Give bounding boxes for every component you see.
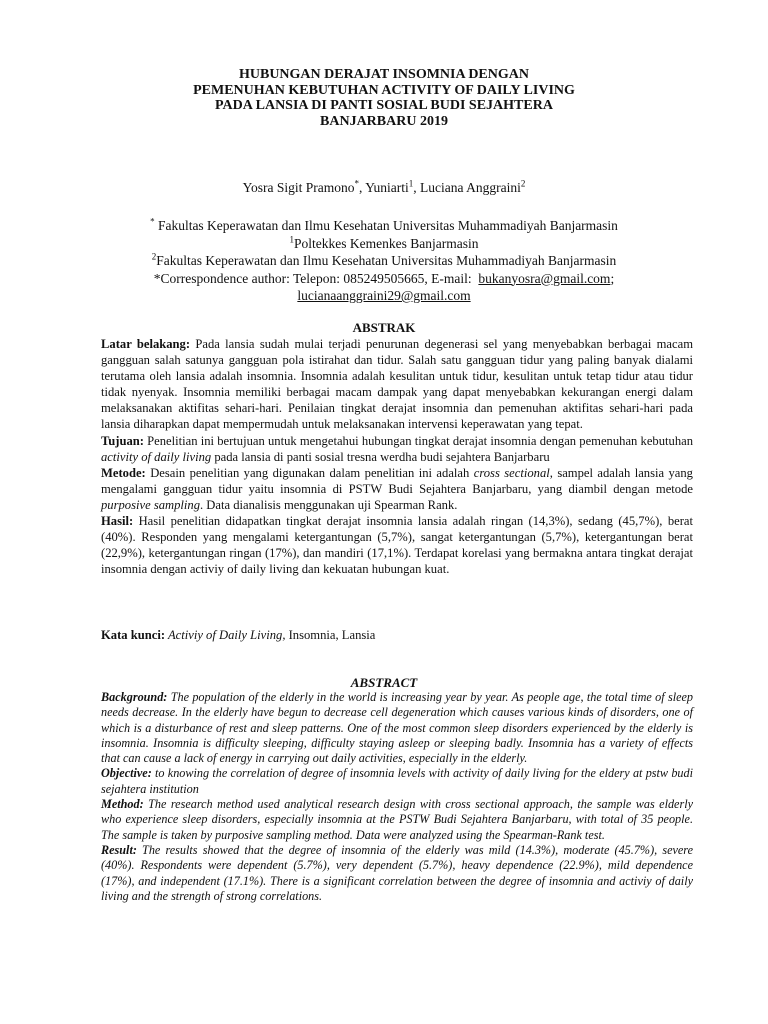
abstrak-paragraph-hasil bbox=[101, 513, 693, 577]
abstract-heading: ABSTRACT bbox=[350, 675, 418, 690]
affiliation-marker: 1 bbox=[289, 234, 295, 244]
paragraph-italic: purposive sampling bbox=[101, 497, 200, 512]
affiliation-marker: 2 bbox=[151, 251, 157, 262]
affiliation-line bbox=[0, 252, 768, 270]
paragraph-text: The results showed that the degree of insomnia of the elderly was mild (14.3%), moderate (45.7%), severe (40%). Respondents were dependent (5.7%), very dependent (5.7%), heavy dependence (22.9%), mild dependence (17%), and independent (17.1%). There is a significant correlation between the degree of insomnia and activiy of daily living and the strength of strong correlations. bbox=[101, 842, 693, 903]
paragraph-label: Latar belakang: bbox=[101, 337, 191, 351]
paragraph-text: . Data dianalisis menggunakan uji Spearman Rank. bbox=[200, 497, 458, 512]
abstract-paragraph-method bbox=[101, 797, 693, 843]
keywords bbox=[101, 628, 693, 643]
paragraph-label: Objective: bbox=[101, 766, 152, 781]
author-name: , Luciana Anggraini bbox=[413, 180, 521, 195]
title-line: BANJARBARU 2019 bbox=[320, 113, 448, 129]
author-marker: 1 bbox=[408, 178, 414, 189]
paragraph-italic: activity of daily living bbox=[101, 449, 212, 464]
abstrak-paragraph-metode bbox=[101, 465, 693, 513]
title-line: HUBUNGAN DERAJAT INSOMNIA DENGAN bbox=[238, 67, 529, 82]
paragraph-label: Tujuan: bbox=[101, 433, 144, 448]
abstract-body bbox=[101, 690, 693, 904]
title-line: PADA LANSIA DI PANTI SOSIAL BUDI SEJAHTERA bbox=[215, 98, 553, 113]
paragraph-text: Penelitian ini bertujuan untuk mengetahui hubungan tingkat derajat insomnia dengan pemenuhan kebutuhan bbox=[143, 433, 693, 448]
affiliation-text: Fakultas Keperawatan dan Ilmu Kesehatan Universitas Muhammadiyah Banjarmasin bbox=[154, 218, 618, 233]
author-list bbox=[0, 180, 768, 196]
affiliation-text: Poltekkes Kemenkes Banjarmasin bbox=[294, 235, 479, 251]
abstrak-paragraph-latar bbox=[101, 336, 693, 433]
paragraph-text: The research method used analytical research design with cross sectional approach, the sample was elderly who experience sleep disorders, especially insomnia at the PSTW Budi Sejahtera Banjarbaru, with total of 35 people. The sample is taken by purposive sampling method. Data were analyzed using the Spearman-Rank test. bbox=[101, 797, 693, 842]
paragraph-text: The population of the elderly in the world is increasing year by year. As people age, the total time of sleep needs decrease. In the elderly have begun to decrease cell degeneration which causes various kinds of disorders, one of which is a disturbance of rest and sleep patterns. One of the most common sleep disorders experienced by the elderly is insomnia. Insomnia is difficulty sleeping, difficulty staying asleep or sleeping badly. Insomnia has a variety of effects that can cause a lack of energy in carrying out daily activities, especially in the elderly. bbox=[101, 690, 693, 766]
paragraph-label: Hasil: bbox=[101, 514, 134, 529]
author-name: Yosra Sigit Pramono bbox=[242, 180, 355, 195]
abstract-paragraph-background bbox=[101, 690, 693, 766]
author-marker: 2 bbox=[520, 178, 526, 189]
paragraph-text: , sampel adalah lansia yang mengalami gangguan tidur yaitu insomnia di PSTW Budi Sejahtera Banjarbaru, yang diambil dengan metode bbox=[101, 465, 693, 496]
paragraph-label: Method: bbox=[101, 797, 144, 812]
correspondence-line bbox=[0, 287, 768, 305]
paper-title bbox=[0, 67, 768, 129]
author-marker: * bbox=[354, 178, 360, 189]
affiliation-text: Fakultas Keperawatan dan Ilmu Kesehatan Universitas Muhammadiyah Banjarmasin bbox=[156, 253, 617, 268]
keywords-italic: Activiy of Daily Living, bbox=[165, 628, 286, 642]
paragraph-italic: cross sectional bbox=[473, 465, 550, 480]
abstrak-body bbox=[101, 336, 693, 577]
affiliation-line bbox=[0, 217, 768, 235]
paragraph-label: Metode: bbox=[101, 465, 146, 480]
paragraph-label: Result: bbox=[101, 842, 137, 857]
keywords-text: Insomnia, Lansia bbox=[285, 628, 376, 642]
correspondence-separator: ; bbox=[610, 270, 615, 286]
paragraph-text: Pada lansia sudah mulai terjadi penurunan degenerasi sel yang menyebabkan berbagai macam gangguan salah satunya gangguan pola istirahat dan tidur. Salah satu gangguan tidur yang paling banyak dialami terutama oleh lansia adalah insomnia. Insomnia adalah kesulitan untuk tidur, kesulitan untuk tetap tidur atau tidur tidak nyenyak. Insomnia memiliki berbagai macam dampak yang dapat menyebabkan kekurangan energi dalam melaksanakan aktifitas sehari-hari. Penilaian tingkat derajat insomnia dan pemenuhan aktifitas sehari-hari pada lansia diharapkan dapat mempermudah untuk melaksanakan intervensi keperawatan yang tepat. bbox=[101, 337, 693, 432]
title-line: PEMENUHAN KEBUTUHAN ACTIVITY OF DAILY LIVING bbox=[193, 82, 575, 98]
correspondence-line bbox=[0, 270, 768, 288]
author-name: , Yuniarti bbox=[359, 180, 409, 195]
affiliations bbox=[0, 217, 768, 305]
paragraph-text: pada lansia di panti sosial tresna werdha budi sejahtera Banjarbaru bbox=[211, 449, 550, 464]
abstract-paragraph-result bbox=[101, 843, 693, 904]
abstrak-heading: ABSTRAK bbox=[352, 320, 416, 335]
affiliation-marker: * bbox=[150, 216, 155, 227]
abstrak-paragraph-tujuan bbox=[101, 433, 693, 465]
paragraph-text: Hasil penelitian didapatkan tingkat derajat insomnia lansia adalah ringan (14,3%), sedang (45,7%), berat (40%). Responden yang mengalami ketergantungan (5,7%), sangat ketergantungan (5,7%), ketergantungan berat (22,9%), ketergantungan ringan (17%), dan mandiri (17,1%). Terdapat korelasi yang bermakna antara tingkat derajat insomnia dengan activiy of daily living dan kekuatan hubungan kuat. bbox=[101, 514, 693, 577]
paragraph-text: Desain penelitian yang digunakan dalam penelitian ini adalah bbox=[145, 465, 474, 480]
paragraph-text: to knowing the correlation of degree of insomnia levels with activity of daily living for the eldery at pstw budi sejahtera institution bbox=[101, 766, 693, 796]
email-link[interactable]: bukanyosra@gmail.com bbox=[478, 270, 611, 286]
keywords-label: Kata kunci: bbox=[101, 628, 166, 642]
email-link[interactable]: lucianaanggraini29@gmail.com bbox=[297, 288, 471, 303]
paragraph-label: Background: bbox=[101, 690, 168, 704]
abstract-paragraph-objective bbox=[101, 766, 693, 797]
correspondence-label: *Correspondence author: Telepon: 085249505665, E-mail: bbox=[153, 270, 479, 286]
affiliation-line bbox=[0, 235, 768, 253]
